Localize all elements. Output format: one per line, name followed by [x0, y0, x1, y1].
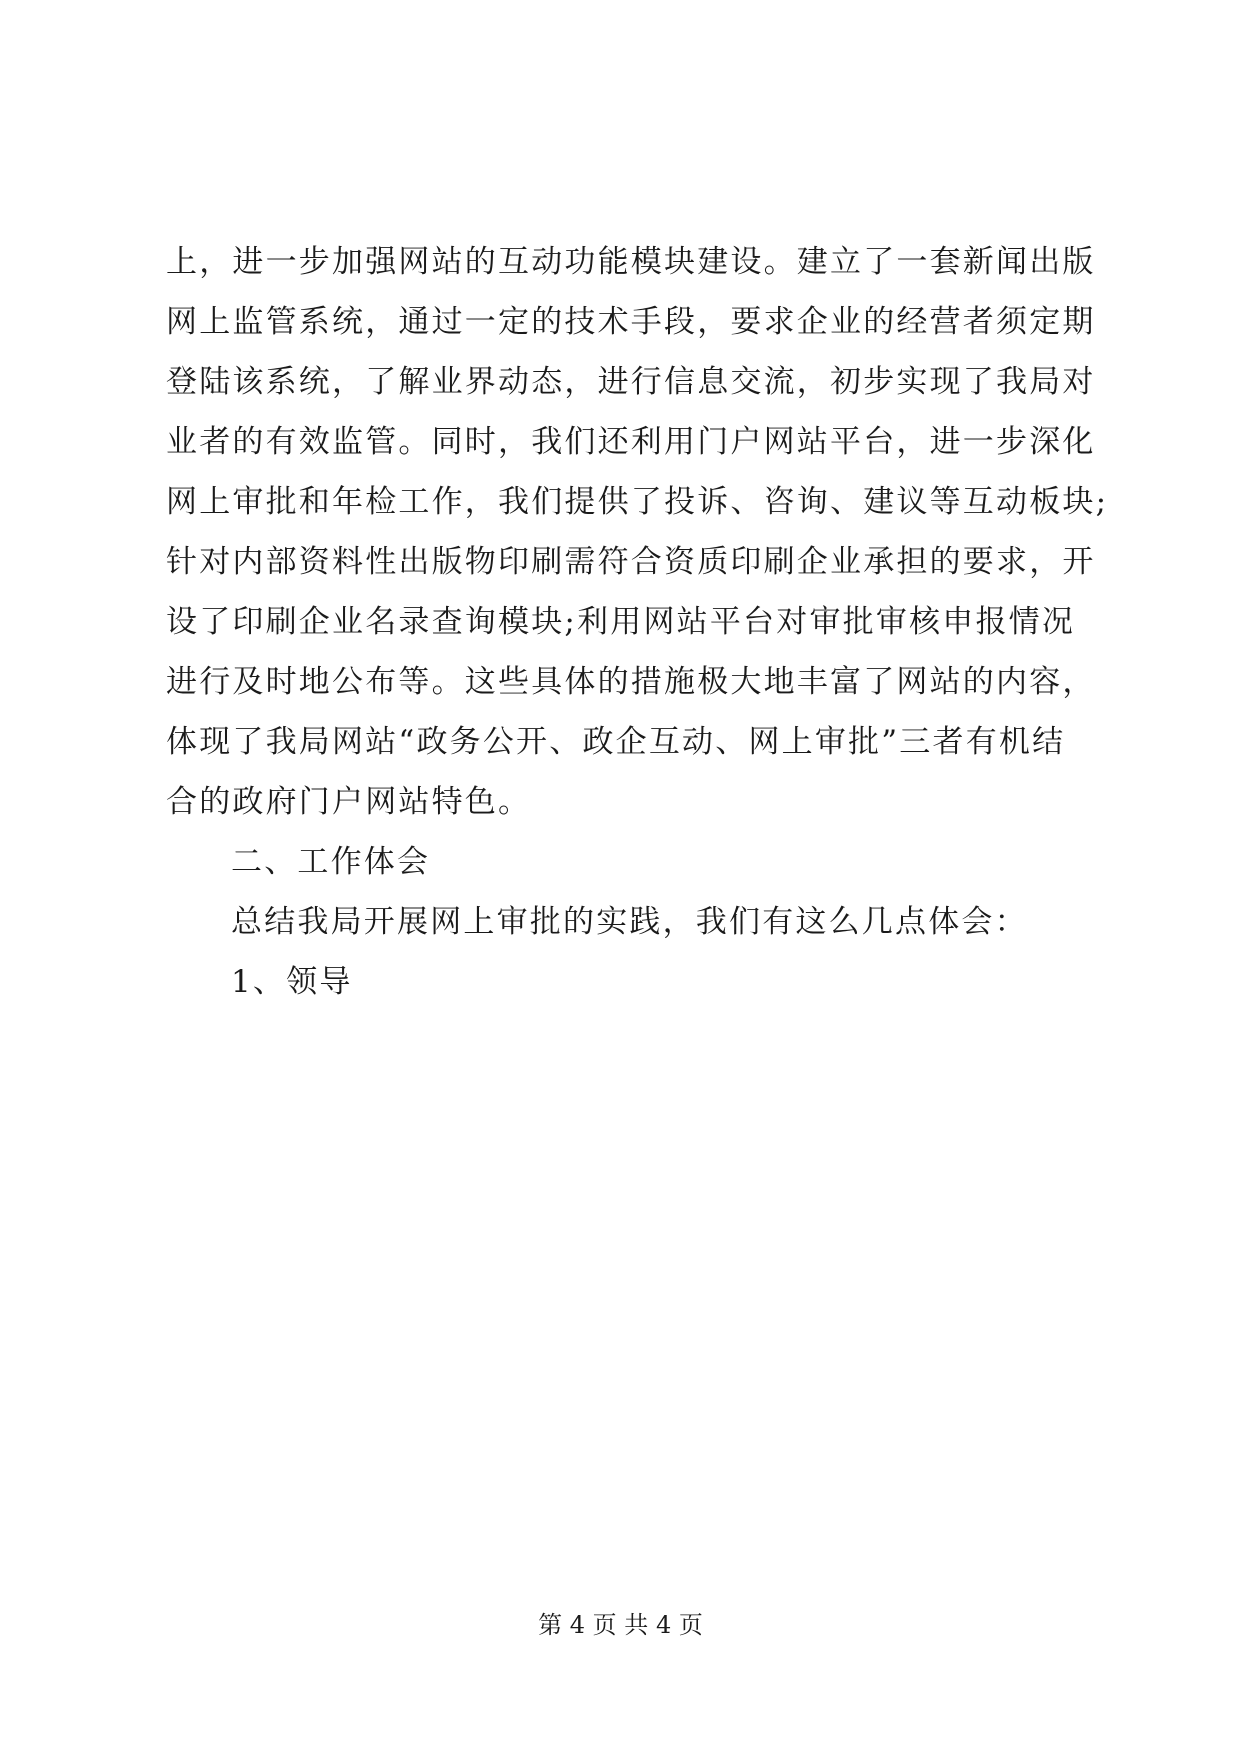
text-line: 针对内部资料性出版物印刷需符合资质印刷企业承担的要求，开 — [166, 544, 1096, 580]
page-number-footer: 第 4 页 共 4 页 — [538, 1611, 703, 1639]
text-line: 业者的有效监管。同时，我们还利用门户网站平台，进一步深化 — [166, 424, 1096, 460]
text-line: 上，进一步加强网站的互动功能模块建设。建立了一套新闻出版 — [166, 244, 1096, 280]
text-line: 网上审批和年检工作，我们提供了投诉、咨询、建议等互动板块; — [166, 484, 1109, 520]
text-line: 网上监管系统，通过一定的技术手段，要求企业的经营者须定期 — [166, 304, 1096, 340]
text-line: 进行及时地公布等。这些具体的措施极大地丰富了网站的内容， — [166, 664, 1096, 700]
body-text — [166, 232, 1109, 1012]
text-line: 登陆该系统，了解业界动态，进行信息交流，初步实现了我局对 — [166, 364, 1096, 400]
text-line: 合的政府门户网站特色。 — [166, 784, 532, 820]
list-item-heading: 1、领导 — [231, 964, 353, 1000]
text-line: 体现了我局网站“政务公开、政企互动、网上审批”三者有机结 — [166, 724, 1066, 760]
text-line: 设了印刷企业名录查询模块;利用网站平台对审批审核申报情况 — [166, 604, 1076, 640]
paragraph-line: 总结我局开展网上审批的实践，我们有这么几点体会： — [231, 904, 1028, 940]
section-heading: 二、工作体会 — [231, 844, 431, 880]
